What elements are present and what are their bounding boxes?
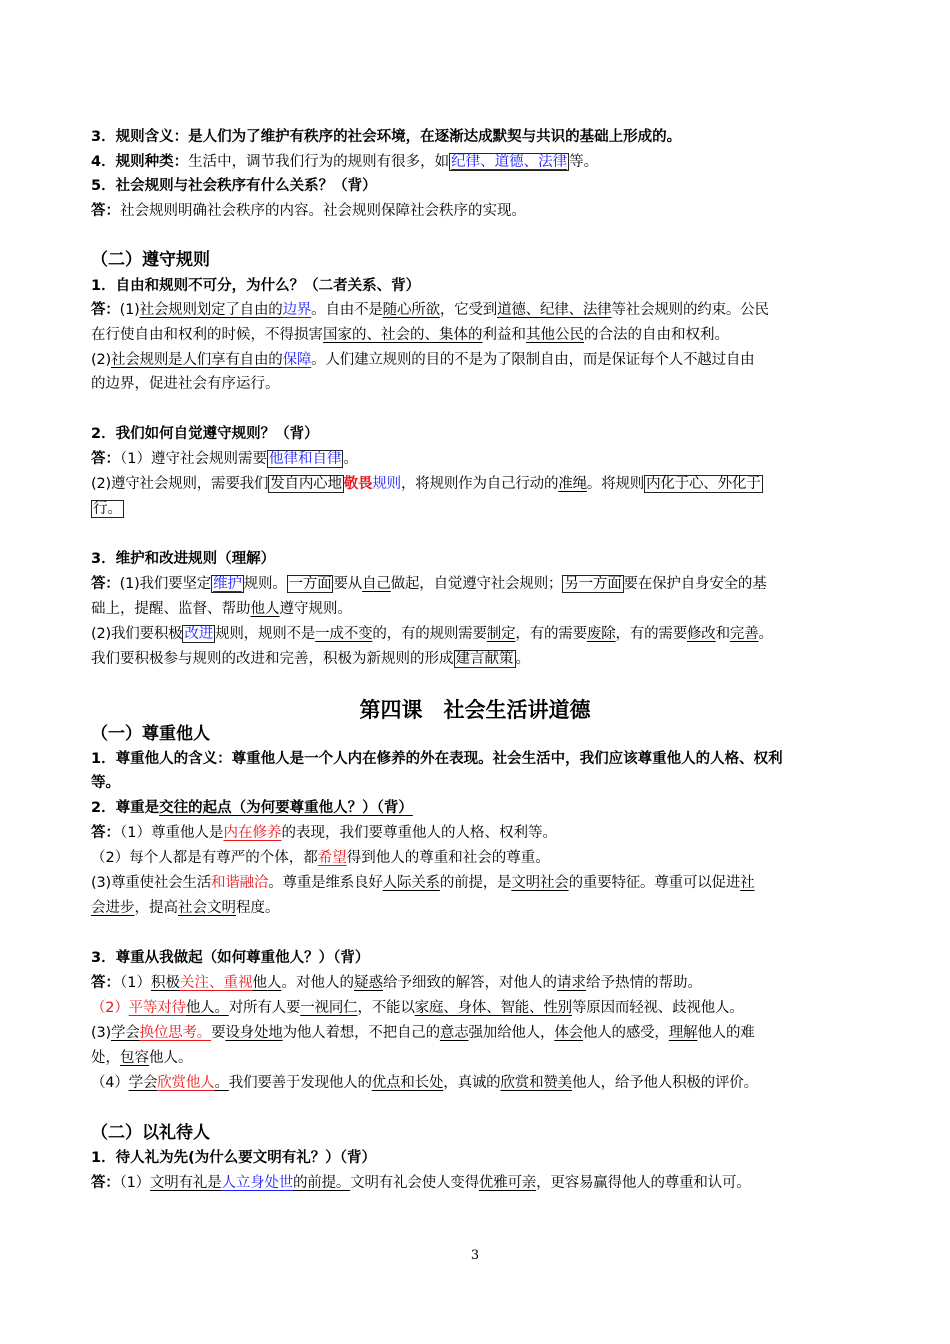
definition-line: 1．尊重他人的含义：尊重他人是一个人内在修养的外在表现。社会生活中，我们应该尊重他人的人格、权利 (91, 751, 783, 767)
page-number: 3 (470, 1248, 480, 1263)
lesson-title: 第四课 社会生活讲道德 (359, 698, 591, 722)
answer-line: 答：（1）遵守社会规则需要 他律和自律 。 (91, 451, 358, 467)
question-heading: 3．维护和改进规则（理解） (91, 551, 276, 567)
body-line: 等。 (91, 775, 120, 791)
body-line: （4）学会欣赏他人。我们要善于发现他人的优点和长处，真诚的欣赏和赞美他人，给予他人积极的评价。 (91, 1075, 758, 1091)
body-line: (3)学会换位思考。要设身处地为他人着想，不把自己的意志强加给他人，体会他人的感受，理解他人的难 (91, 1025, 755, 1041)
body-line: (2)社会规则是人们享有自由的保障。人们建立规则的目的不是为了限制自由，而是保证每个人不越过自由 (91, 352, 755, 368)
section-heading: （一）尊重他人 (91, 724, 210, 744)
answer-line: 答：（1）文明有礼是人立身处世的前提。文明有礼会使人变得优雅可亲，更容易赢得他人的尊重和认可。 (91, 1175, 751, 1191)
body-line: 会进步，提高社会文明程度。 (91, 900, 280, 916)
body-line: 处，包容他人。 (91, 1050, 193, 1066)
question-heading: 2．我们如何自觉遵守规则？（背） (91, 426, 319, 442)
answer-line: 答：(1)我们要坚定 维护 规则。 一方面 要从自己做起，自觉遵守社会规则； 另一方面 要在保护自身安全的基 (91, 576, 767, 592)
question-heading: 1．自由和规则不可分，为什么？（二者关系、背） (91, 278, 421, 294)
body-line: 我们要积极参与规则的改进和完善，积极为新规则的形成 建言献策 。 (91, 651, 530, 667)
body-line: (2)我们要积极 改进 规则，规则不是一成不变的，有的规则需要制定，有的需要废除，有的需要修改和完善。 (91, 626, 773, 642)
body-line: 的边界，促进社会有序运行。 (91, 376, 280, 392)
question-heading: 5．社会规则与社会秩序有什么关系？（背） (91, 178, 377, 194)
question-heading: 3．尊重从我做起（如何尊重他人？）（背） (91, 950, 370, 966)
rule-meaning-line: 3．规则含义：是人们为了维护有秩序的社会环境，在逐渐达成默契与共识的基础上形成的。 (91, 129, 682, 145)
body-line: (3)尊重使社会生活和谐融洽。尊重是维系良好人际关系的前提，是文明社会的重要特征。尊重可以促进社 (91, 875, 755, 891)
answer-line: 答：社会规则明确社会秩序的内容。社会规则保障社会秩序的实现。 (91, 203, 526, 219)
body-line: （2）平等对待他人。对所有人要一视同仁，不能以家庭、身体、智能、性别等原因而轻视、歧视他人。 (91, 1000, 744, 1016)
body-line: 行。 (93, 501, 122, 517)
body-line: （2）每个人都是有尊严的个体，都希望得到他人的尊重和社会的尊重。 (91, 850, 550, 866)
question-heading: 1．待人礼为先(为什么要文明有礼？）（背） (91, 1150, 376, 1166)
question-heading: 2．尊重是交往的起点（为何要尊重他人？）（背） (91, 800, 413, 816)
body-line: (2)遵守社会规则，需要我们 发自内心地 敬畏规则，将规则作为自己行动的准绳。将规则 内化于心、外化于 (91, 476, 761, 492)
body-line: 础上，提醒、监督、帮助他人遵守规则。 (91, 601, 352, 617)
section-heading: （二）以礼待人 (91, 1123, 210, 1143)
rule-types-line: 4．规则种类：生活中，调节我们行为的规则有很多，如 纪律、道德、法律 等。 (91, 154, 599, 170)
section-heading: （二）遵守规则 (91, 250, 210, 270)
answer-line: 答：（1）积极关注、重视他人。对他人的疑惑给予细致的解答，对他人的请求给予热情的帮助。 (91, 975, 702, 991)
answer-line: 答：(1)社会规则划定了自由的边界。自由不是随心所欲，它受到道德、纪律、法律等社会规则的约束。公民 (91, 302, 769, 318)
body-line: 在行使自由和权利的时候，不得损害国家的、社会的、集体的利益和其他公民的合法的自由和权利。 (91, 327, 729, 343)
answer-line: 答：（1）尊重他人是内在修养的表现，我们要尊重他人的人格、权利等。 (91, 825, 557, 841)
